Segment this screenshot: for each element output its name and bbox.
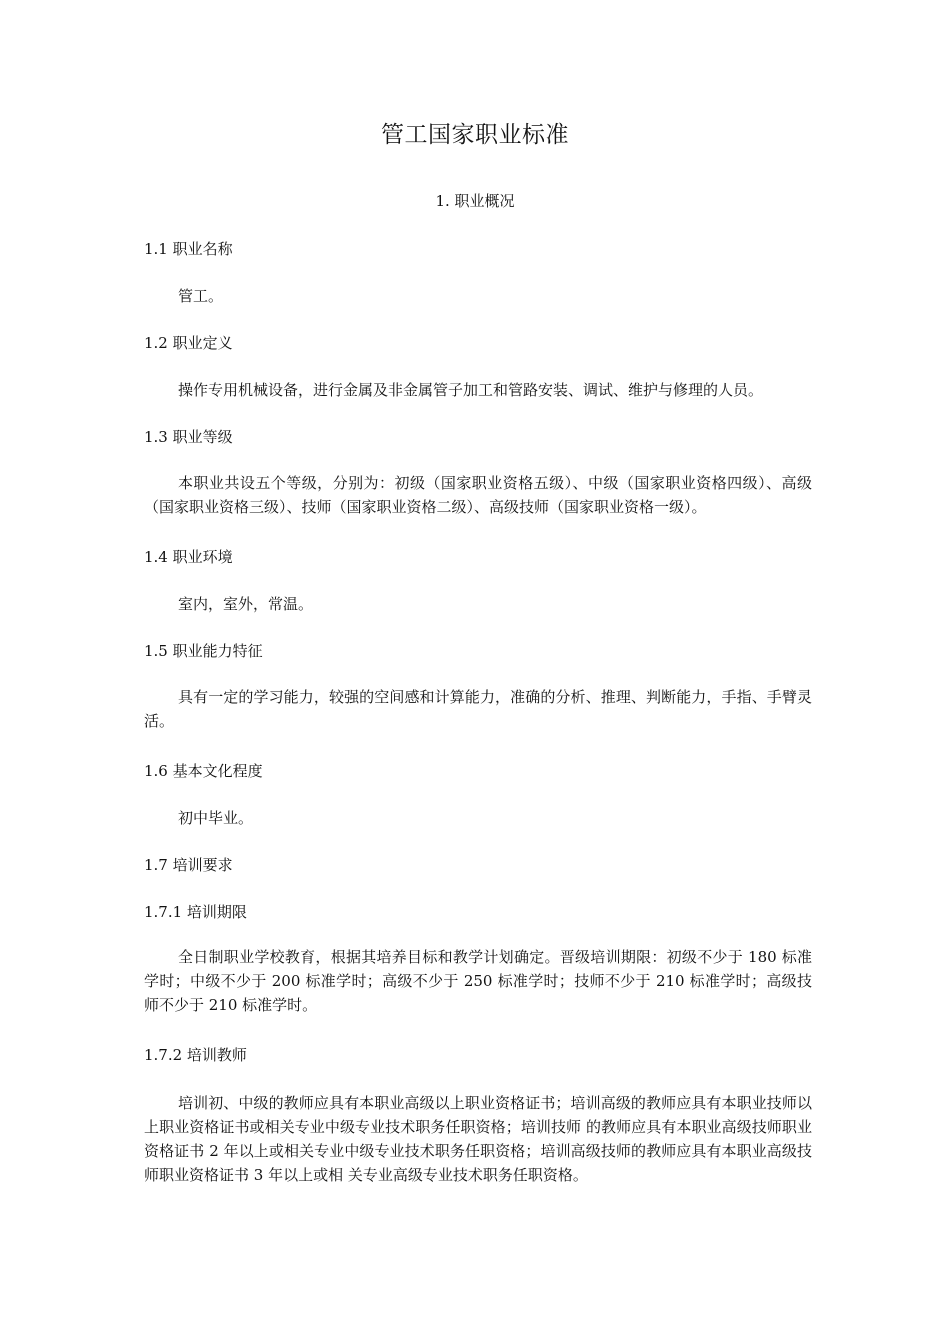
section-heading-1-6: 1.6 基本文化程度 (144, 762, 263, 780)
section-heading-1-1: 1.1 职业名称 (144, 240, 233, 258)
section-body-1-6: 初中毕业。 (178, 809, 254, 827)
section-body-1-5: 具有一定的学习能力，较强的空间感和计算能力，准确的分析、推理、判断能力，手指、手臂灵活。 (144, 688, 812, 730)
section-body-1-2: 操作专用机械设备，进行金属及非金属管子加工和管路安装、调试、维护与修理的人员。 (178, 381, 764, 399)
section-body-1-7-2: 培训初、中级的教师应具有本职业高级以上职业资格证书；培训高级的教师应具有本职业技师以上职业资格证书或相关专业中级专业技术职务任职资格；培训技师 的教师应具有本职业高级技师职业资格证书 2 年以上或相关专业中级专业技术职务任职资格；培训高级技师的教师应具有本职业高级技师职业资格证书 3 年以上或相 关专业高级专业技术职务任职资格。 (144, 1094, 812, 1184)
section-heading-1-7: 1.7 培训要求 (144, 856, 233, 874)
section-heading-1-7-2: 1.7.2 培训教师 (144, 1046, 247, 1064)
document-title: 管工国家职业标准 (381, 122, 569, 148)
chapter-title: 1. 职业概况 (435, 192, 515, 210)
section-heading-1-2: 1.2 职业定义 (144, 334, 233, 352)
section-heading-1-7-1: 1.7.1 培训期限 (144, 903, 247, 921)
section-body-1-3: 本职业共设五个等级，分别为：初级（国家职业资格五级）、中级（国家职业资格四级）、高级（国家职业资格三级）、技师（国家职业资格二级）、高级技师（国家职业资格一级）。 (144, 474, 812, 516)
section-heading-1-5: 1.5 职业能力特征 (144, 642, 263, 660)
section-heading-1-4: 1.4 职业环境 (144, 548, 233, 566)
section-heading-1-3: 1.3 职业等级 (144, 428, 233, 446)
section-body-1-1: 管工。 (178, 287, 224, 305)
section-body-1-4: 室内，室外，常温。 (178, 595, 314, 613)
section-body-1-7-1: 全日制职业学校教育，根据其培养目标和教学计划确定。晋级培训期限：初级不少于 180 标准学时；中级不少于 200 标准学时；高级不少于 250 标准学时；技师不少于 210 标准学时；高级技师不少于 210 标准学时。 (144, 948, 812, 1014)
